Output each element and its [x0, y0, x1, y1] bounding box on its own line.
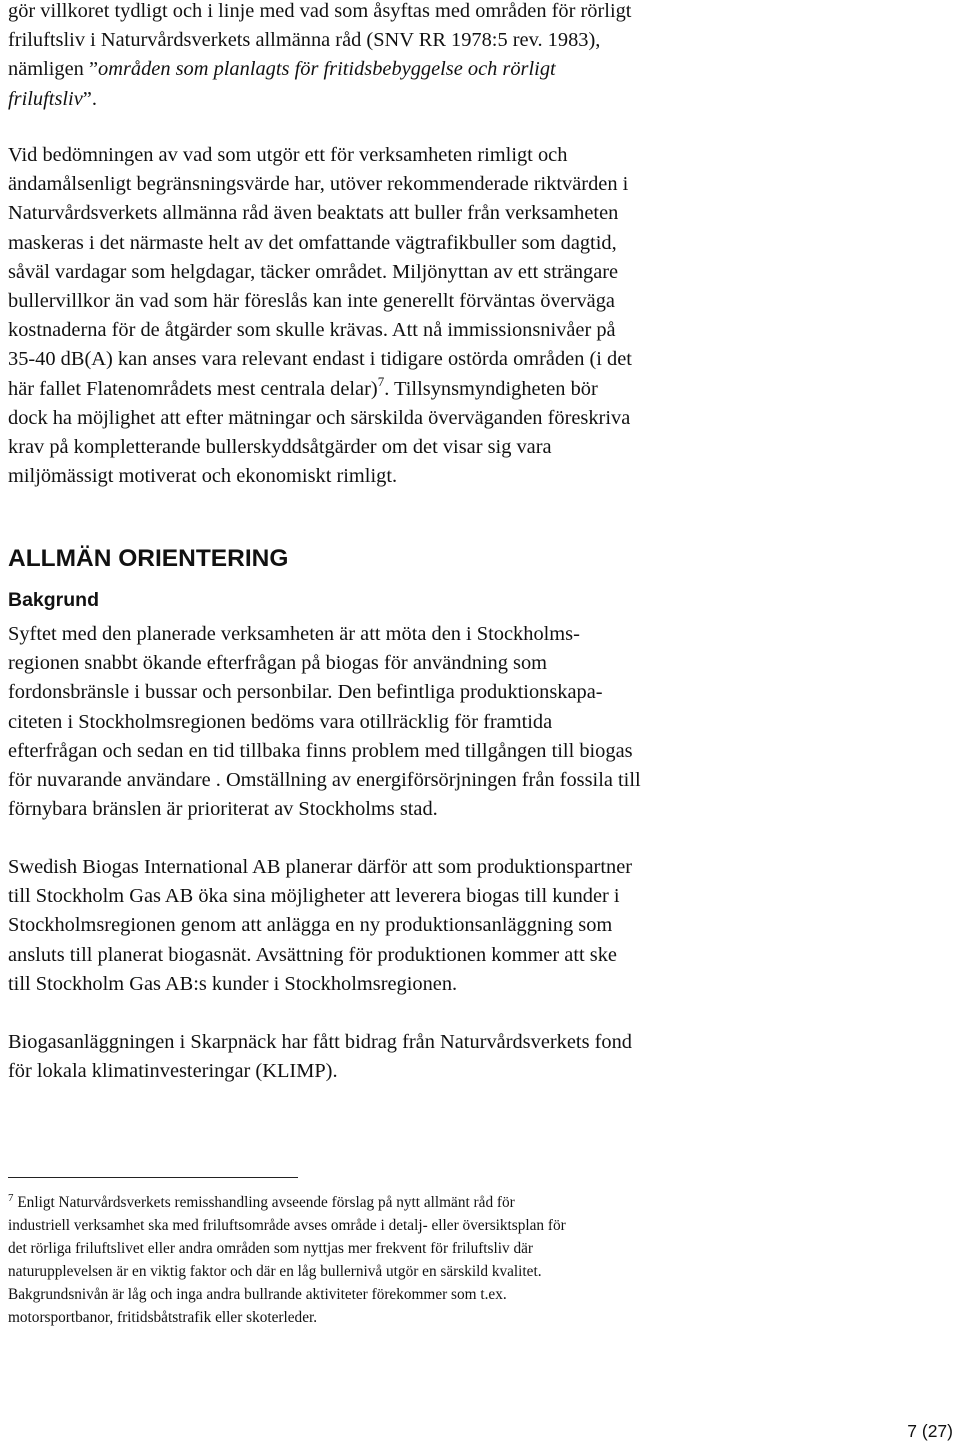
text-line: efterfrågan och sedan en tid tillbaka finns problem med tillgången till biogas — [8, 739, 633, 762]
text-line: ändamålsenligt begränsningsvärde har, utöver rekommenderade riktvärden i — [8, 173, 629, 196]
text-line: Bakgrundsnivån är låg och inga andra bullrande aktiviteter förekommer som t.ex. — [8, 1286, 507, 1303]
text-line: Biogasanläggningen i Skarpnäck har fått bidrag från Naturvårdsverkets fond — [8, 1031, 632, 1053]
text-segment: ”. — [82, 87, 97, 110]
text-line: Naturvårdsverkets allmänna råd även beaktats att buller från verksamheten — [8, 202, 619, 225]
text-line: bullervillkor än vad som här föreslås kan inte generellt förväntas överväga — [8, 290, 615, 313]
text-line: gör villkoret tydligt och i linje med vad som åsyftas med områden för rörligt — [8, 0, 632, 22]
text-line: Vid bedömningen av vad som utgör ett för verksamheten rimligt och — [8, 144, 568, 166]
footnote-divider — [8, 1177, 298, 1178]
intro-paragraph — [8, 0, 631, 114]
text-line: citeten i Stockholmsregionen bedöms vara otillräcklig för framtida — [8, 710, 553, 733]
text-line: krav på kompletterande bullerskyddsåtgärder om det visar sig vara — [8, 436, 552, 459]
text-line: naturupplevelsen är en viktig faktor och där en låg bullernivå utgör en särskild kvalitet. — [8, 1263, 542, 1280]
text-line: dock ha möjlighet att efter mätningar och särskilda överväganden föreskriva — [8, 406, 631, 429]
text-line: Stockholmsregionen genom att anlägga en ny produktionsanläggning som — [8, 914, 613, 937]
text-line: ansluts till planerat biogasnät. Avsättning för produktionen kommer att ske — [8, 943, 617, 966]
text-line: Swedish Biogas International AB planerar därför att som produktionspartner — [8, 856, 633, 878]
text-line: till Stockholm Gas AB:s kunder i Stockholmsregionen. — [8, 972, 458, 995]
text-line: såväl vardagar som helgdagar, täcker området. Miljönyttan av ett strängare — [8, 260, 619, 283]
text-line: miljömässigt motiverat och ekonomiskt rimligt. — [8, 465, 398, 488]
text-line: Syftet med den planerade verksamheten är att möta den i Stockholms- — [8, 623, 580, 645]
text-line: förnybara bränslen är prioriterat av Stockholms stad. — [8, 798, 438, 821]
footnote-number: 7 — [8, 1192, 14, 1204]
text-line: motorsportbanor, fritidsbåtstrafik eller skoterleder. — [8, 1309, 318, 1326]
text-line: friluftsliv i Naturvårdsverkets allmänna råd (SNV RR 1978:5 rev. 1983), — [8, 29, 601, 52]
footnote-reference: 7 — [377, 373, 385, 389]
text-line: industriell verksamhet ska med friluftsområde avses område i detalj- eller översiktsplan för — [8, 1217, 566, 1234]
paragraph-klimp — [8, 1028, 632, 1086]
text-line: fordonsbränsle i bussar och personbilar. Den befintliga produktionskapa- — [8, 681, 603, 704]
paragraph-company — [8, 853, 632, 999]
text-line: 35-40 dB(A) kan anses vara relevant endast i tidigare ostörda områden (i det — [8, 348, 632, 371]
section-heading: ALLMÄN ORIENTERING — [8, 545, 289, 572]
italic-quote: områden som planlagts för fritidsbebyggelse och rörligt — [98, 58, 556, 81]
text-line — [8, 375, 632, 404]
text-line: för nuvarande användare . Omställning av energiförsörjningen från fossila till — [8, 769, 641, 792]
text-line — [8, 55, 631, 84]
page-number: 7 (27) — [907, 1421, 953, 1441]
text-line: regionen snabbt ökande efterfrågan på biogas för användning som — [8, 652, 548, 675]
text-segment: nämligen ” — [8, 58, 99, 81]
text-line: det rörliga friluftslivet eller andra områden som nyttjas mer frekvent för friluftsliv där — [8, 1240, 534, 1257]
text-segment: Enligt Naturvårdsverkets remisshandling avseende förslag på nytt allmänt råd för — [13, 1194, 515, 1211]
text-line: för lokala klimatinvesteringar (KLIMP). — [8, 1060, 338, 1083]
text-line: maskeras i det närmaste helt av det omfattande vägtrafikbuller som dagtid, — [8, 231, 617, 254]
subsection-heading: Bakgrund — [8, 589, 100, 611]
text-line — [8, 1191, 566, 1214]
paragraph-assessment — [8, 141, 632, 491]
text-line — [8, 85, 631, 114]
text-segment: . Tillsynsmyndigheten bör — [384, 377, 598, 400]
italic-quote: friluftsliv — [8, 87, 83, 110]
paragraph-background — [8, 620, 641, 824]
text-line: till Stockholm Gas AB öka sina möjligheter att leverera biogas till kunder i — [8, 885, 620, 908]
footnote — [8, 1191, 566, 1329]
text-line: kostnaderna för de åtgärder som skulle krävas. Att nå immissionsnivåer på — [8, 319, 616, 342]
text-segment: här fallet Flatenområdets mest centrala delar) — [8, 377, 378, 400]
